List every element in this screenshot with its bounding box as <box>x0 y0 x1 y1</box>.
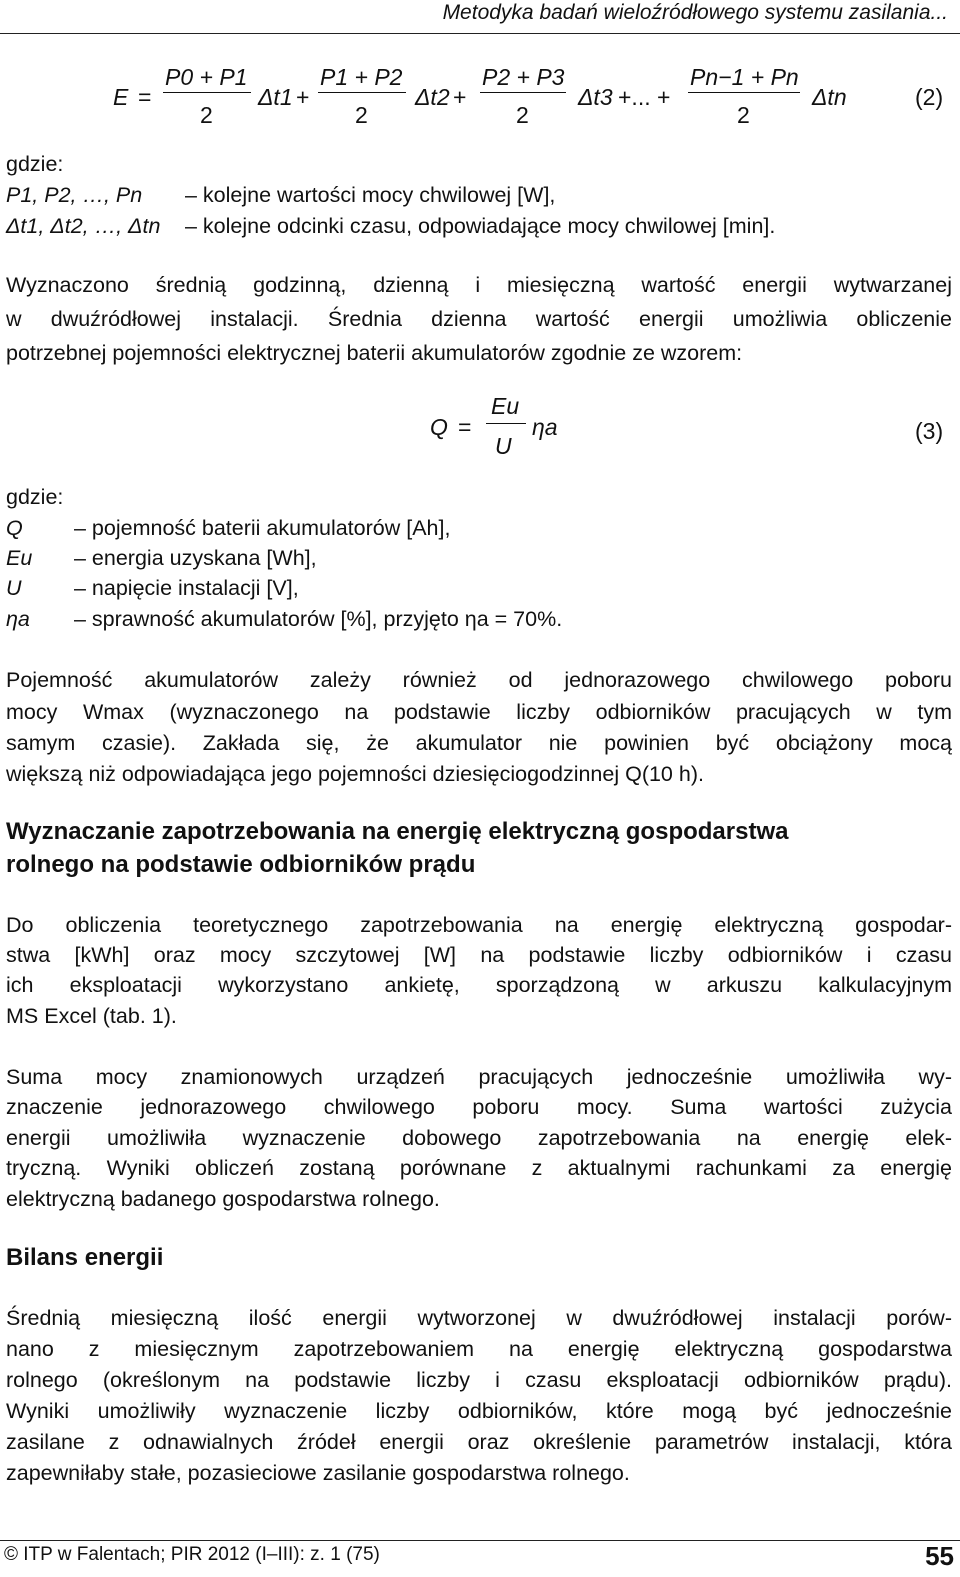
eq3-fraction-bar <box>486 423 526 424</box>
footer-citation: © ITP w Falentach; PIR 2012 (I–III): z. 1 (75) <box>4 1544 380 1565</box>
eq2-number: (2) <box>915 84 944 110</box>
eq2-term2-dt: Δt2 <box>415 84 450 110</box>
where1-symbol-dt: Δt1, Δt2, …, Δtn <box>6 214 161 238</box>
eq2-term3-denominator: 2 <box>516 102 529 128</box>
para5-line: Wyniki umożliwiły wyznaczenie liczby odbiorników, które mogą być jednocześnie <box>6 1399 952 1423</box>
eq3-lhs: Q <box>430 414 448 440</box>
para3-line: MS Excel (tab. 1). <box>6 1004 177 1028</box>
eq2-term4-denominator: 2 <box>737 102 750 128</box>
para4-line: tryczną. Wyniki obliczeń zostaną porównane z aktualnymi rachunkami za energię <box>6 1156 952 1180</box>
para2-line: Pojemność akumulatorów zależy również od jednorazowego chwilowego poboru <box>6 668 952 692</box>
eq2-term3-dt: Δt3 <box>578 84 613 110</box>
eq2-term3-numerator: P2 + P3 <box>482 64 565 90</box>
para1-line: w dwuźródłowej instalacji. Średnia dzienna wartość energii umożliwia obliczenie <box>6 307 952 331</box>
para4-line: elektryczną badanego gospodarstwa rolnego. <box>6 1187 440 1211</box>
where2-symbol-q: Q <box>6 516 23 540</box>
header-rule <box>0 33 960 34</box>
where2-def-u: – napięcie instalacji [V], <box>74 576 299 600</box>
para3-line: ich eksploatacji wykorzystano ankietę, sporządzoną w arkuszu kalkulacyjnym <box>6 973 952 997</box>
section-heading: Wyznaczanie zapotrzebowania na energię elektryczną gospodarstwa <box>6 818 789 845</box>
where2-def-eu: – energia uzyskana [Wh], <box>74 546 317 570</box>
para4-line: energii umożliwiła wyznaczenie dobowego zapotrzebowania na energię elek- <box>6 1126 952 1150</box>
eq2-term1-denominator: 2 <box>200 102 213 128</box>
para5-line: zapewniłaby stałe, pozasieciowe zasilanie gospodarstwa rolnego. <box>6 1461 630 1485</box>
eq2-term3-op: +... + <box>618 84 671 110</box>
para1-line: Wyznaczono średnią godzinną, dzienną i miesięczną wartość energii wytwarzanej <box>6 273 952 297</box>
eq2-term2-op: + <box>453 84 467 110</box>
running-title: Metodyka badań wieloźródłowego systemu zasilania... <box>442 1 948 24</box>
where2-def-eta: – sprawność akumulatorów [%], przyjęto ηa = 70%. <box>74 607 563 631</box>
where1-def-p: – kolejne wartości mocy chwilowej [W], <box>185 183 556 207</box>
para3-line: stwa [kWh] oraz mocy szczytowej [W] na podstawie liczby odbiorników i czasu <box>6 943 952 967</box>
eq2-term1-op: + <box>296 84 310 110</box>
eq2-term4-fraction-bar <box>688 92 800 93</box>
where2-symbol-eu: Eu <box>6 546 33 570</box>
para2-line: mocy Wmax (wyznaczonego na podstawie liczby odbiorników pracujących w tym <box>6 700 952 724</box>
para2-line: samym czasie). Zakłada się, że akumulator nie powinien być obciążony mocą <box>6 731 952 755</box>
eq2-lhs: E <box>113 84 129 110</box>
eq3-equals: = <box>458 414 472 440</box>
eq2-equals: = <box>138 84 152 110</box>
section-heading: rolnego na podstawie odbiorników prądu <box>6 851 476 878</box>
where1-label: gdzie: <box>6 152 64 176</box>
page-number: 55 <box>925 1541 954 1571</box>
para5-line: Średnią miesięczną ilość energii wytworzonej w dwuźródłowej instalacji porów- <box>6 1306 952 1330</box>
eq2-term1-fraction-bar <box>163 92 251 93</box>
where2-symbol-eta: ηa <box>6 607 30 631</box>
para5-line: zasilane z odnawialnych źródeł energii oraz określenie parametrów instalacji, która <box>6 1430 952 1454</box>
eq3-factor: ηa <box>532 414 558 440</box>
where2-symbol-u: U <box>6 576 22 600</box>
eq2-term1-numerator: P0 + P1 <box>165 64 248 90</box>
eq3-denominator: U <box>495 433 512 459</box>
para2-line: większą niż odpowiadająca jego pojemności dziesięciogodzinnej Q(10 h). <box>6 762 704 786</box>
eq2-term2-denominator: 2 <box>355 102 368 128</box>
where1-symbol-p: P1, P2, …, Pn <box>6 183 143 207</box>
where1-def-dt: – kolejne odcinki czasu, odpowiadające mocy chwilowej [min]. <box>185 214 776 238</box>
para5-line: nano z miesięcznym zapotrzebowaniem na energię elektryczną gospodarstwa <box>6 1337 952 1361</box>
para4-line: Suma mocy znamionowych urządzeń pracujących jednocześnie umożliwiła wy- <box>6 1065 952 1089</box>
para1-line: potrzebnej pojemności elektrycznej baterii akumulatorów zgodnie ze wzorem: <box>6 341 743 365</box>
para5-line: rolnego (określonym na podstawie liczby i czasu eksploatacji odbiorników prądu). <box>6 1368 952 1392</box>
where2-def-q: – pojemność baterii akumulatorów [Ah], <box>74 516 451 540</box>
eq3-number: (3) <box>915 418 944 444</box>
eq2-term2-numerator: P1 + P2 <box>320 64 403 90</box>
where2-label: gdzie: <box>6 485 64 509</box>
footer-rule <box>0 1540 960 1541</box>
para4-line: znaczenie jednorazowego chwilowego poboru mocy. Suma wartości zużycia <box>6 1095 952 1119</box>
eq2-term4-dt: Δtn <box>812 84 847 110</box>
eq2-term2-fraction-bar <box>318 92 406 93</box>
eq3-numerator: Eu <box>491 393 520 419</box>
para3-line: Do obliczenia teoretycznego zapotrzebowania na energię elektryczną gospodar- <box>6 913 952 937</box>
eq2-term4-numerator: Pn−1 + Pn <box>690 64 799 90</box>
eq2-term1-dt: Δt1 <box>258 84 293 110</box>
eq2-term3-fraction-bar <box>480 92 566 93</box>
section-heading: Bilans energii <box>6 1244 164 1271</box>
